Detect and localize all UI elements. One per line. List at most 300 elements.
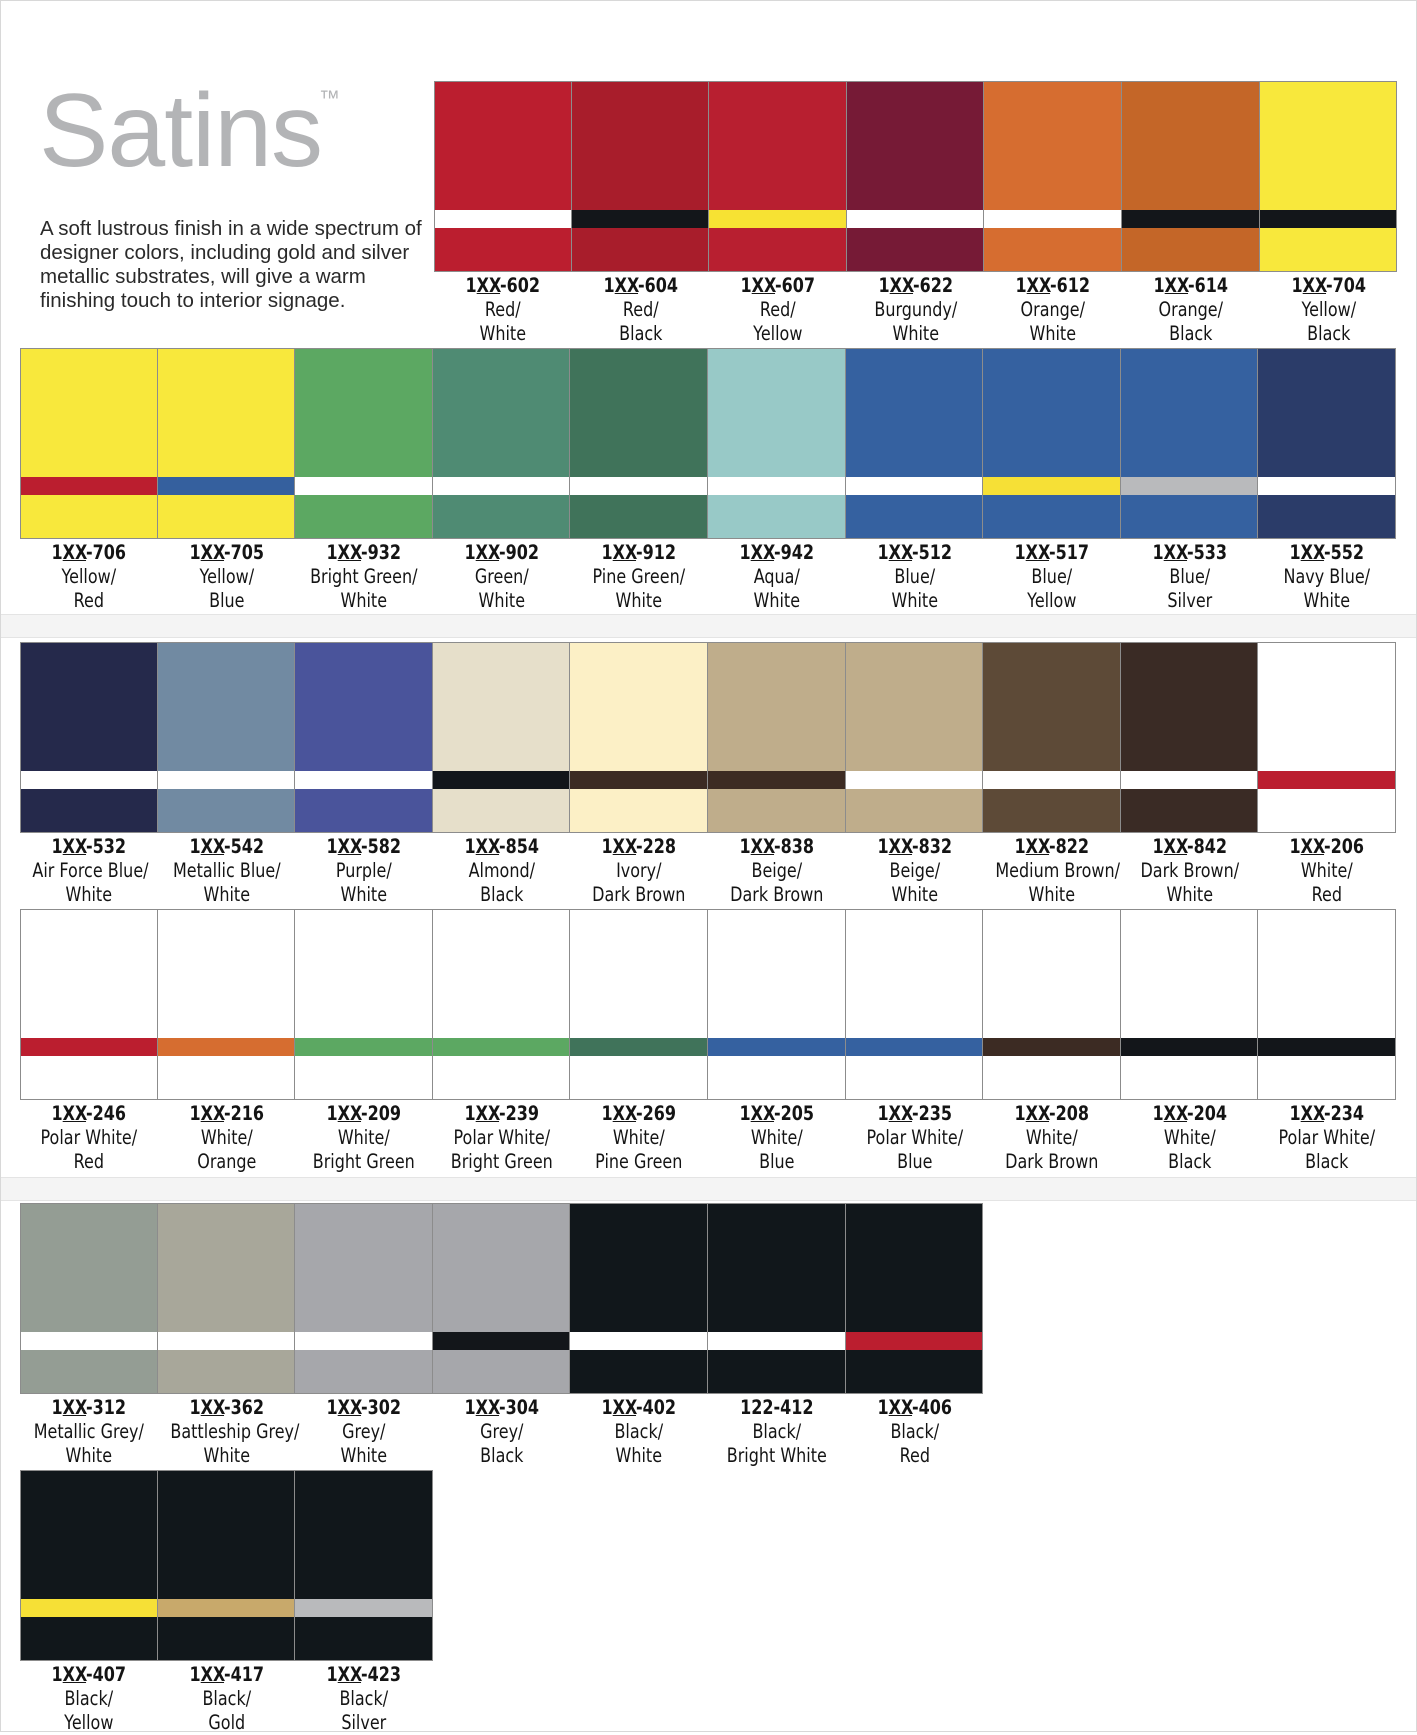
swatch-code <box>170 541 283 565</box>
swatch-label <box>722 274 835 346</box>
swatch-core-stripe <box>708 1332 845 1350</box>
swatch-face-bottom <box>1121 495 1258 538</box>
swatch-face-top <box>295 1471 432 1599</box>
swatch-label <box>584 274 697 346</box>
swatch-face-color-name: Medium Brown/ <box>995 859 1121 882</box>
code-suffix: -854 <box>498 835 539 858</box>
swatch-core-stripe <box>295 1038 432 1056</box>
swatch-label <box>170 541 283 613</box>
swatch-face-top <box>708 643 845 771</box>
swatch-core-color-name: Orange <box>196 1150 256 1173</box>
swatch-face-bottom <box>21 1350 157 1393</box>
swatch-face-bottom <box>435 228 571 271</box>
swatch-code <box>583 1396 696 1420</box>
section-divider <box>1 1177 1416 1201</box>
code-variable: XX <box>888 1396 912 1419</box>
swatch-chip <box>158 1203 296 1394</box>
swatch-card <box>1121 642 1259 907</box>
swatch-core-color-name: Black <box>1306 322 1350 345</box>
code-variable: XX <box>1025 835 1050 858</box>
swatch-face-color-name: Grey/ <box>479 1420 524 1443</box>
code-suffix: -206 <box>1324 835 1365 858</box>
swatch-core-color-name: Pine Green <box>595 1150 683 1173</box>
swatch-row <box>20 909 1396 1174</box>
swatch-face-color-name: Metallic Blue/ <box>172 859 281 882</box>
swatch-core-color-name: Red <box>1311 883 1343 906</box>
code-prefix: 1 <box>326 1663 338 1686</box>
code-prefix: 1 <box>740 274 752 297</box>
swatch-core-color-name: Red <box>899 1444 930 1467</box>
swatch-face-color-name: Polar White/ <box>866 1126 963 1149</box>
swatch-code <box>1272 274 1385 298</box>
swatch-card <box>984 81 1122 346</box>
swatch-card <box>572 81 710 346</box>
code-prefix: 1 <box>603 274 615 297</box>
code-suffix: -542 <box>223 835 264 858</box>
swatch-label <box>583 1396 696 1468</box>
swatch-code <box>32 541 145 565</box>
swatch-core-stripe <box>158 771 295 789</box>
code-prefix: 1 <box>326 1102 338 1125</box>
swatch-core-color-name: White <box>892 322 939 345</box>
swatch-face-bottom <box>847 228 984 271</box>
swatch-chip <box>708 1203 846 1394</box>
code-variable: XX <box>337 1663 362 1686</box>
swatch-core-stripe <box>21 1332 157 1350</box>
code-suffix: -362 <box>223 1396 264 1419</box>
swatch-core-color-name: White <box>479 322 527 345</box>
swatch-face-top <box>1260 82 1397 210</box>
swatch-label <box>170 1663 283 1735</box>
swatch-face-bottom <box>846 1056 983 1099</box>
swatch-core-color-name: Red <box>73 589 104 612</box>
code-prefix: 1 <box>1152 541 1164 564</box>
code-prefix: 1 <box>1289 835 1302 858</box>
swatch-core-color-name: White <box>1166 883 1213 906</box>
swatch-face-bottom <box>570 789 707 832</box>
swatch-face-color-name: White/ <box>1301 859 1354 882</box>
swatch-label <box>32 1102 145 1174</box>
swatch-card <box>20 1470 158 1735</box>
swatch-face-color-name: Beige/ <box>889 859 940 882</box>
swatch-card <box>708 642 846 907</box>
swatch-face-color-name: Black/ <box>890 1420 939 1443</box>
swatch-card <box>983 348 1121 613</box>
swatch-code <box>170 1102 283 1126</box>
code-suffix: -912 <box>636 541 677 564</box>
code-variable: XX <box>613 1102 637 1125</box>
swatch-core-color-name: Silver <box>341 1711 387 1734</box>
code-variable: XX <box>337 835 362 858</box>
swatch-core-color-name: White <box>340 883 388 906</box>
swatch-row <box>20 348 1396 613</box>
swatch-card <box>295 642 433 907</box>
swatch-core-stripe <box>570 771 707 789</box>
swatch-face-top <box>570 643 707 771</box>
swatch-core-color-name: White <box>478 589 525 612</box>
swatch-face-top <box>295 910 432 1038</box>
swatch-core-stripe <box>708 477 845 495</box>
code-suffix: -402 <box>636 1396 677 1419</box>
swatch-face-bottom <box>295 1617 432 1660</box>
swatch-face-bottom <box>1121 1056 1258 1099</box>
swatch-label <box>583 1102 696 1174</box>
swatch-face-top <box>708 910 845 1038</box>
swatch-label <box>720 1102 833 1174</box>
swatch-label <box>995 835 1121 907</box>
swatch-code <box>1271 1102 1384 1126</box>
swatch-face-top <box>295 349 432 477</box>
swatch-label <box>583 835 696 907</box>
code-suffix: -706 <box>86 541 127 564</box>
swatch-card <box>433 909 571 1174</box>
swatch-face-bottom <box>21 1617 157 1660</box>
swatch-core-color-name: Bright White <box>726 1444 827 1467</box>
swatch-core-stripe <box>295 477 432 495</box>
code-suffix: -942 <box>773 541 815 564</box>
swatch-label <box>169 1396 300 1468</box>
swatch-label <box>1271 1102 1384 1174</box>
swatch-code <box>997 274 1110 298</box>
swatch-core-stripe <box>1260 210 1397 228</box>
swatch-code <box>720 835 833 859</box>
swatch-code <box>720 1102 833 1126</box>
swatch-card <box>1258 642 1396 907</box>
swatch-face-top <box>21 349 157 477</box>
swatch-code <box>308 541 421 565</box>
code-suffix: -239 <box>498 1102 539 1125</box>
swatch-face-bottom <box>21 789 157 832</box>
swatch-face-color-name: Grey/ <box>342 1420 386 1443</box>
swatch-label <box>445 1102 558 1174</box>
swatch-label <box>858 1396 971 1468</box>
code-variable: XX <box>613 541 637 564</box>
swatch-core-stripe <box>1258 771 1395 789</box>
swatch-core-stripe <box>570 1038 707 1056</box>
code-prefix: 1 <box>189 1102 201 1125</box>
swatch-face-color-name: Orange/ <box>1158 298 1224 321</box>
swatch-face-bottom <box>433 789 570 832</box>
swatch-card <box>295 348 433 613</box>
swatch-face-bottom <box>433 1350 570 1393</box>
swatch-face-color-name: Ivory/ <box>616 859 662 882</box>
swatch-face-top <box>983 643 1120 771</box>
swatch-card <box>1121 348 1259 613</box>
code-prefix: 1 <box>1152 835 1164 858</box>
code-prefix: 1 <box>1289 1102 1302 1125</box>
swatch-core-stripe <box>846 477 983 495</box>
swatch-code <box>1134 274 1247 298</box>
swatch-face-bottom <box>983 789 1120 832</box>
swatch-face-color-name: Red/ <box>484 298 521 321</box>
code-prefix: 1 <box>51 1396 63 1419</box>
product-description: A soft lustrous finish in a wide spectrum of designer colors, including gold and silver metallic substrates, will give a warm finishing touch to interior signage. <box>40 217 422 312</box>
code-prefix: 1 <box>601 1396 614 1419</box>
swatch-face-top <box>158 910 295 1038</box>
swatch-face-top <box>708 1204 845 1332</box>
swatch-face-top <box>21 1204 157 1332</box>
code-prefix: 1 <box>1153 274 1165 297</box>
code-suffix: -533 <box>1186 541 1227 564</box>
swatch-label <box>858 1102 971 1174</box>
swatch-face-bottom <box>708 1350 845 1393</box>
code-prefix: 1 <box>51 835 63 858</box>
swatch-label <box>445 541 558 613</box>
swatch-face-color-name: Black/ <box>339 1687 389 1710</box>
swatch-core-stripe <box>984 210 1121 228</box>
swatch-card <box>570 348 708 613</box>
code-variable: XX <box>750 1102 774 1125</box>
code-suffix: -607 <box>775 274 816 297</box>
swatch-code <box>445 1102 558 1126</box>
code-variable: XX <box>888 835 912 858</box>
code-variable: XX <box>1025 1102 1050 1125</box>
code-suffix: -832 <box>911 835 952 858</box>
swatch-face-color-name: White/ <box>1163 1126 1216 1149</box>
swatch-label <box>996 541 1109 613</box>
swatch-card <box>1121 909 1259 1174</box>
swatch-label <box>1272 274 1385 346</box>
swatch-face-bottom <box>158 1056 295 1099</box>
swatch-card <box>846 642 984 907</box>
code-variable: XX <box>200 541 224 564</box>
swatch-chip <box>158 642 296 833</box>
code-prefix: 1 <box>601 541 614 564</box>
swatch-face-color-name: Aqua/ <box>753 565 800 588</box>
swatch-face-top <box>433 910 570 1038</box>
swatch-label <box>858 541 971 613</box>
swatch-core-stripe <box>846 1038 983 1056</box>
swatch-face-top <box>295 1204 432 1332</box>
code-variable: XX <box>888 541 912 564</box>
swatch-code <box>720 1396 833 1420</box>
swatch-core-stripe <box>158 1038 295 1056</box>
swatch-face-bottom <box>21 1056 157 1099</box>
code-suffix: -517 <box>1049 541 1090 564</box>
swatch-face-color-name: Bright Green/ <box>310 565 418 588</box>
swatch-core-color-name: Black <box>1167 1150 1212 1173</box>
swatch-face-bottom <box>1258 789 1395 832</box>
swatch-code <box>583 1102 696 1126</box>
swatch-face-bottom <box>158 789 295 832</box>
swatch-code <box>308 1102 421 1126</box>
code-prefix: 1 <box>1152 1102 1164 1125</box>
swatch-code <box>858 835 971 859</box>
swatch-face-bottom <box>433 1056 570 1099</box>
code-variable: XX <box>475 1102 499 1125</box>
swatch-chip <box>983 909 1121 1100</box>
swatch-face-top <box>846 643 983 771</box>
swatch-code <box>32 1102 145 1126</box>
swatch-face-top <box>21 643 157 771</box>
swatch-face-top <box>1121 643 1258 771</box>
swatch-face-bottom <box>1122 228 1259 271</box>
swatch-row <box>434 81 1397 346</box>
swatch-code <box>170 1396 283 1420</box>
swatch-chip <box>295 1470 433 1661</box>
swatch-face-bottom <box>570 1056 707 1099</box>
code-suffix: -582 <box>361 835 402 858</box>
swatch-chip <box>1121 348 1259 539</box>
swatch-face-top <box>709 82 846 210</box>
swatch-chip <box>708 642 846 833</box>
code-variable: XX <box>613 835 637 858</box>
code-variable: XX <box>750 835 774 858</box>
code-prefix: 1 <box>1289 541 1302 564</box>
swatch-code <box>1271 835 1384 859</box>
swatch-chip <box>570 909 708 1100</box>
swatch-face-color-name: Green/ <box>474 565 529 588</box>
swatch-face-color-name: Dark Brown/ <box>1140 859 1239 882</box>
code-prefix: 1 <box>464 835 476 858</box>
swatch-label <box>997 274 1110 346</box>
code-prefix: 1 <box>878 274 890 297</box>
swatch-face-top <box>433 643 570 771</box>
swatch-face-color-name: Navy Blue/ <box>1283 565 1371 588</box>
swatch-face-bottom <box>709 228 846 271</box>
swatch-core-color-name: White <box>1029 322 1077 345</box>
code-suffix: -304 <box>498 1396 539 1419</box>
swatch-core-color-name: Dark Brown <box>730 883 824 906</box>
swatch-face-bottom <box>708 495 845 538</box>
code-variable: XX <box>889 274 913 297</box>
code-variable: XX <box>62 835 87 858</box>
code-prefix: 1 <box>739 835 751 858</box>
swatch-core-color-name: Yellow <box>64 1711 114 1734</box>
swatch-core-color-name: White <box>65 1444 113 1467</box>
swatch-core-stripe <box>158 1599 295 1617</box>
swatch-label <box>996 1102 1109 1174</box>
code-variable: XX <box>1163 1102 1187 1125</box>
swatch-label <box>32 1396 145 1468</box>
code-suffix: -417 <box>223 1663 264 1686</box>
code-prefix: 1 <box>189 541 201 564</box>
swatch-core-stripe <box>570 477 707 495</box>
code-suffix: -269 <box>636 1102 677 1125</box>
swatch-face-color-name: Blue/ <box>1169 565 1210 588</box>
swatch-card <box>20 909 158 1174</box>
swatch-card <box>1122 81 1260 346</box>
swatch-label <box>1134 274 1247 346</box>
swatch-code <box>584 274 697 298</box>
swatch-card <box>433 1203 571 1468</box>
swatch-chip <box>570 642 708 833</box>
swatch-face-bottom <box>984 228 1121 271</box>
code-variable: XX <box>1302 274 1326 297</box>
swatch-code <box>583 835 696 859</box>
swatch-face-bottom <box>158 1350 295 1393</box>
swatch-chip <box>846 348 984 539</box>
code-prefix: 1 <box>877 1102 889 1125</box>
swatch-face-bottom <box>21 495 157 538</box>
swatch-core-color-name: White <box>753 589 801 612</box>
swatch-code <box>32 1396 145 1420</box>
swatch-face-color-name: Black/ <box>752 1420 802 1443</box>
swatch-card <box>1260 81 1398 346</box>
swatch-card <box>20 348 158 613</box>
code-suffix: -822 <box>1049 835 1090 858</box>
code-variable: XX <box>200 1663 224 1686</box>
code-prefix: 1 <box>1015 274 1028 297</box>
swatch-core-color-name: White <box>340 1444 388 1467</box>
swatch-core-stripe <box>1121 1038 1258 1056</box>
code-suffix: -205 <box>773 1102 815 1125</box>
swatch-chip <box>1258 909 1396 1100</box>
code-prefix: 1 <box>326 835 338 858</box>
swatch-card <box>846 909 984 1174</box>
swatch-core-stripe <box>709 210 846 228</box>
swatch-face-color-name: Almond/ <box>468 859 535 882</box>
swatch-label <box>170 835 283 907</box>
swatch-face-top <box>1258 349 1395 477</box>
swatch-face-top <box>570 910 707 1038</box>
swatch-face-top <box>295 643 432 771</box>
code-prefix: 1 <box>601 1102 614 1125</box>
swatch-card <box>709 81 847 346</box>
swatch-core-color-name: Bright Green <box>450 1150 553 1173</box>
swatch-card <box>158 1470 296 1735</box>
code-suffix: -407 <box>86 1663 127 1686</box>
code-variable: XX <box>200 1102 224 1125</box>
swatch-core-stripe <box>983 771 1120 789</box>
code-suffix: -552 <box>1324 541 1365 564</box>
swatch-label <box>720 835 833 907</box>
code-variable: XX <box>1301 835 1325 858</box>
code-prefix: 1 <box>51 1102 63 1125</box>
swatch-core-color-name: Black <box>479 1444 524 1467</box>
swatch-card <box>433 348 571 613</box>
code-prefix: 1 <box>1014 1102 1026 1125</box>
swatch-row <box>20 642 1396 907</box>
swatch-face-color-name: Burgundy/ <box>874 298 957 321</box>
swatch-face-bottom <box>983 1056 1120 1099</box>
code-prefix: 122-412 <box>740 1396 814 1419</box>
swatch-chip <box>295 909 433 1100</box>
swatch-face-color-name: Metallic Grey/ <box>33 1420 144 1443</box>
code-variable: XX <box>62 541 87 564</box>
code-variable: XX <box>1163 541 1187 564</box>
swatch-core-color-name: Black <box>479 883 524 906</box>
swatch-face-color-name: Yellow/ <box>1301 298 1356 321</box>
swatch-face-top <box>846 1204 983 1332</box>
code-suffix: -423 <box>361 1663 402 1686</box>
swatch-chip <box>1121 909 1259 1100</box>
swatch-chip <box>433 1203 571 1394</box>
swatch-label <box>859 274 972 346</box>
swatch-chip <box>570 1203 708 1394</box>
code-variable: XX <box>475 541 499 564</box>
swatch-core-stripe <box>570 1332 707 1350</box>
code-prefix: 1 <box>189 1396 201 1419</box>
swatch-chip <box>1260 81 1398 272</box>
swatch-card <box>570 909 708 1174</box>
swatch-core-stripe <box>847 210 984 228</box>
swatch-face-top <box>1121 349 1258 477</box>
swatch-card <box>846 1203 984 1468</box>
swatch-face-color-name: Black/ <box>64 1687 114 1710</box>
swatch-card <box>708 348 846 613</box>
swatch-face-bottom <box>1260 228 1397 271</box>
swatch-face-color-name: Black/ <box>202 1687 251 1710</box>
swatch-label <box>32 835 149 907</box>
swatch-label <box>32 1663 145 1735</box>
swatch-core-color-name: Blue <box>896 1150 933 1173</box>
swatch-code <box>445 541 558 565</box>
swatch-core-stripe <box>433 1038 570 1056</box>
code-suffix: -604 <box>637 274 678 297</box>
code-suffix: -216 <box>223 1102 264 1125</box>
swatch-face-top <box>846 910 983 1038</box>
